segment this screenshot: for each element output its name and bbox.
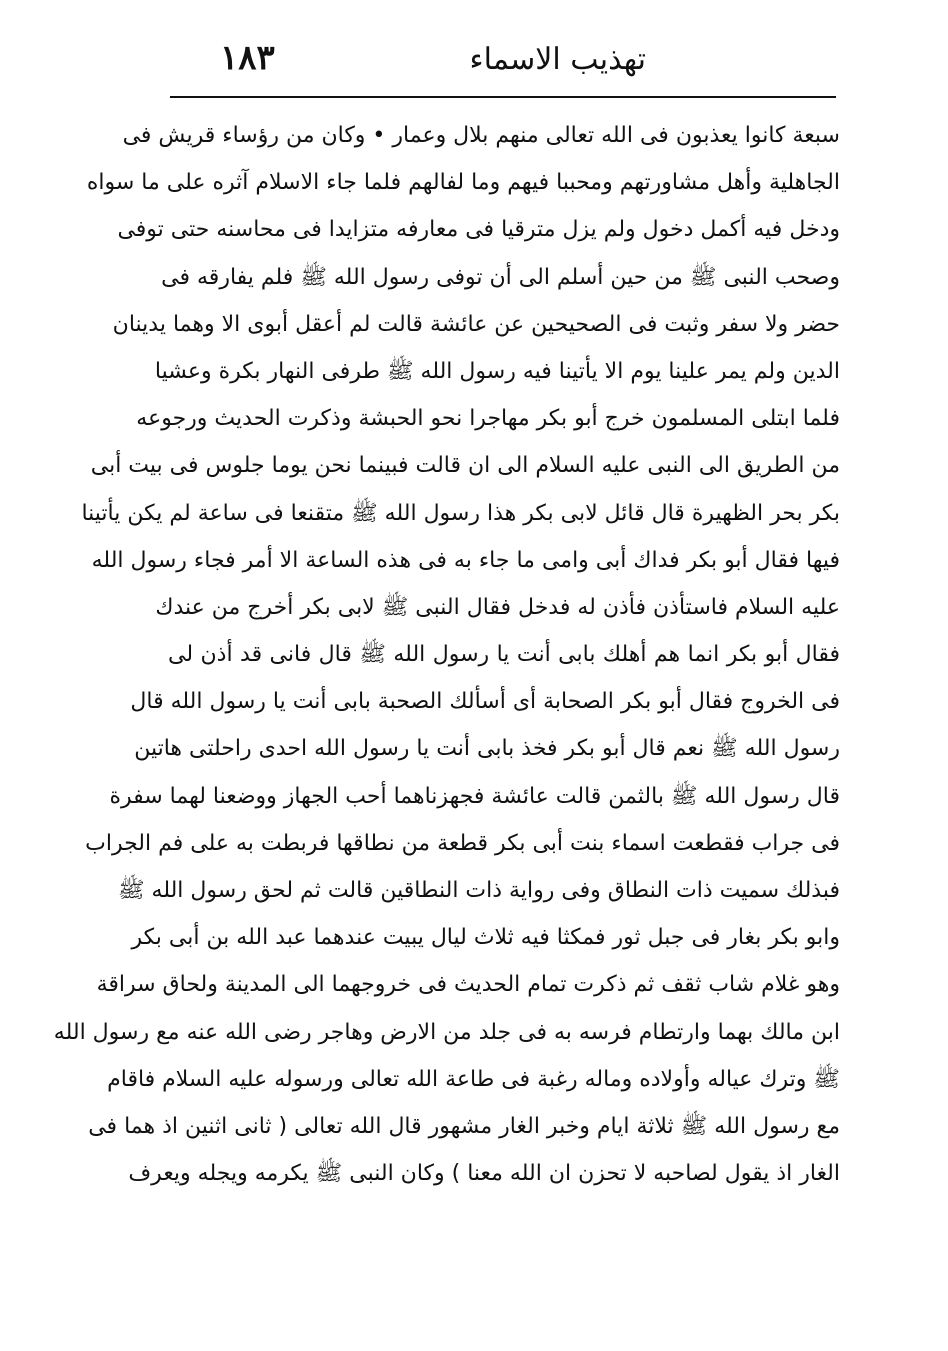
text-line: فى جراب فقطعت اسماء بنت أبى بكر قطعة من نطاقها فربطت به على فم الجراب — [85, 830, 840, 856]
text-line: قال رسول الله ﷺ بالثمن قالت عائشة فجهزناهما أحب الجهاز ووضعنا لهما سفرة — [109, 783, 840, 809]
text-line: الغار اذ يقول لصاحبه لا تحزن ان الله معنا ) وكان النبى ﷺ يكرمه ويجله ويعرف — [128, 1161, 840, 1187]
text-line: وهو غلام شاب ثقف ثم ذكرت تمام الحديث فى خروجهما الى المدينة ولحاق سراقة — [96, 972, 840, 998]
text-line: ﷺ وترك عياله وأولاده وماله رغبة فى طاعة الله تعالى ورسوله عليه السلام فاقام — [107, 1066, 840, 1092]
text-line: عليه السلام فاستأذن فأذن له فدخل فقال النبى ﷺ لابى بكر أخرج من عندك — [155, 594, 840, 620]
text-line: فبذلك سميت ذات النطاق وفى رواية ذات النطاقين قالت ثم لحق رسول الله ﷺ — [117, 878, 840, 903]
text-line: فيها فقال أبو بكر فداك أبى وامى ما جاء به فى هذه الساعة الا أمر فجاء رسول الله — [91, 547, 840, 573]
text-line: رسول الله ﷺ نعم قال أبو بكر فخذ بابى أنت يا رسول الله احدى راحلتى هاتين — [134, 736, 840, 762]
running-title: تهذيب الاسماء — [469, 42, 646, 77]
text-line: وابو بكر بغار فى جبل ثور فمكثا فيه ثلاث ليال يبيت عندهما عبد الله بن أبى بكر — [131, 925, 840, 951]
text-line: حضر ولا سفر وثبت فى الصحيحين عن عائشة قالت لم أعقل أبوى الا وهما يدينان — [112, 311, 840, 337]
text-line: فى الخروج فقال أبو بكر الصحابة أى أسألك الصحبة بابى أنت يا رسول الله قال — [130, 689, 840, 715]
text-line: ابن مالك بهما وارتطام فرسه به فى جلد من الارض وهاجر رضى الله عنه مع رسول الله — [53, 1019, 840, 1045]
text-line: بكر بحر الظهيرة قال قائل لابى بكر هذا رسول الله ﷺ متقنعا فى ساعة لم يكن يأتينا — [81, 500, 840, 526]
page-number: ١٨٣ — [220, 38, 275, 78]
text-line: فلما ابتلى المسلمون خرج أبو بكر مهاجرا نحو الحبشة وذكرت الحديث ورجوعه — [136, 406, 840, 432]
text-line: ودخل فيه أكمل دخول ولم يزل مترقيا فى معارفه متزايدا فى محاسنه حتى توفى — [117, 217, 840, 243]
text-line: الدين ولم يمر علينا يوم الا يأتينا فيه رسول الله ﷺ طرفى النهار بكرة وعشيا — [154, 358, 840, 384]
text-line: فقال أبو بكر انما هم أهلك بابى أنت يا رسول الله ﷺ قال فانى قد أذن لى — [168, 642, 840, 668]
text-line: الجاهلية وأهل مشاورتهم ومحببا فيهم وما لفالهم فلما جاء الاسلام آثره على ما سواه — [86, 170, 840, 196]
page-header — [170, 38, 836, 90]
body-text — [53, 112, 840, 1197]
header-rule — [170, 96, 836, 98]
text-line: وصحب النبى ﷺ من حين أسلم الى أن توفى رسول الله ﷺ فلم يفارقه فى — [161, 264, 840, 290]
text-line: من الطريق الى النبى عليه السلام الى ان قالت فبينما نحن يوما جلوس فى بيت أبى — [90, 453, 840, 479]
text-line: مع رسول الله ﷺ ثلاثة ايام وخبر الغار مشهور قال الله تعالى ( ثانى اثنين اذ هما فى — [88, 1113, 840, 1139]
text-line: سبعة كانوا يعذبون فى الله تعالى منهم بلال وعمار • وكان من رؤساء قريش فى — [122, 123, 840, 148]
